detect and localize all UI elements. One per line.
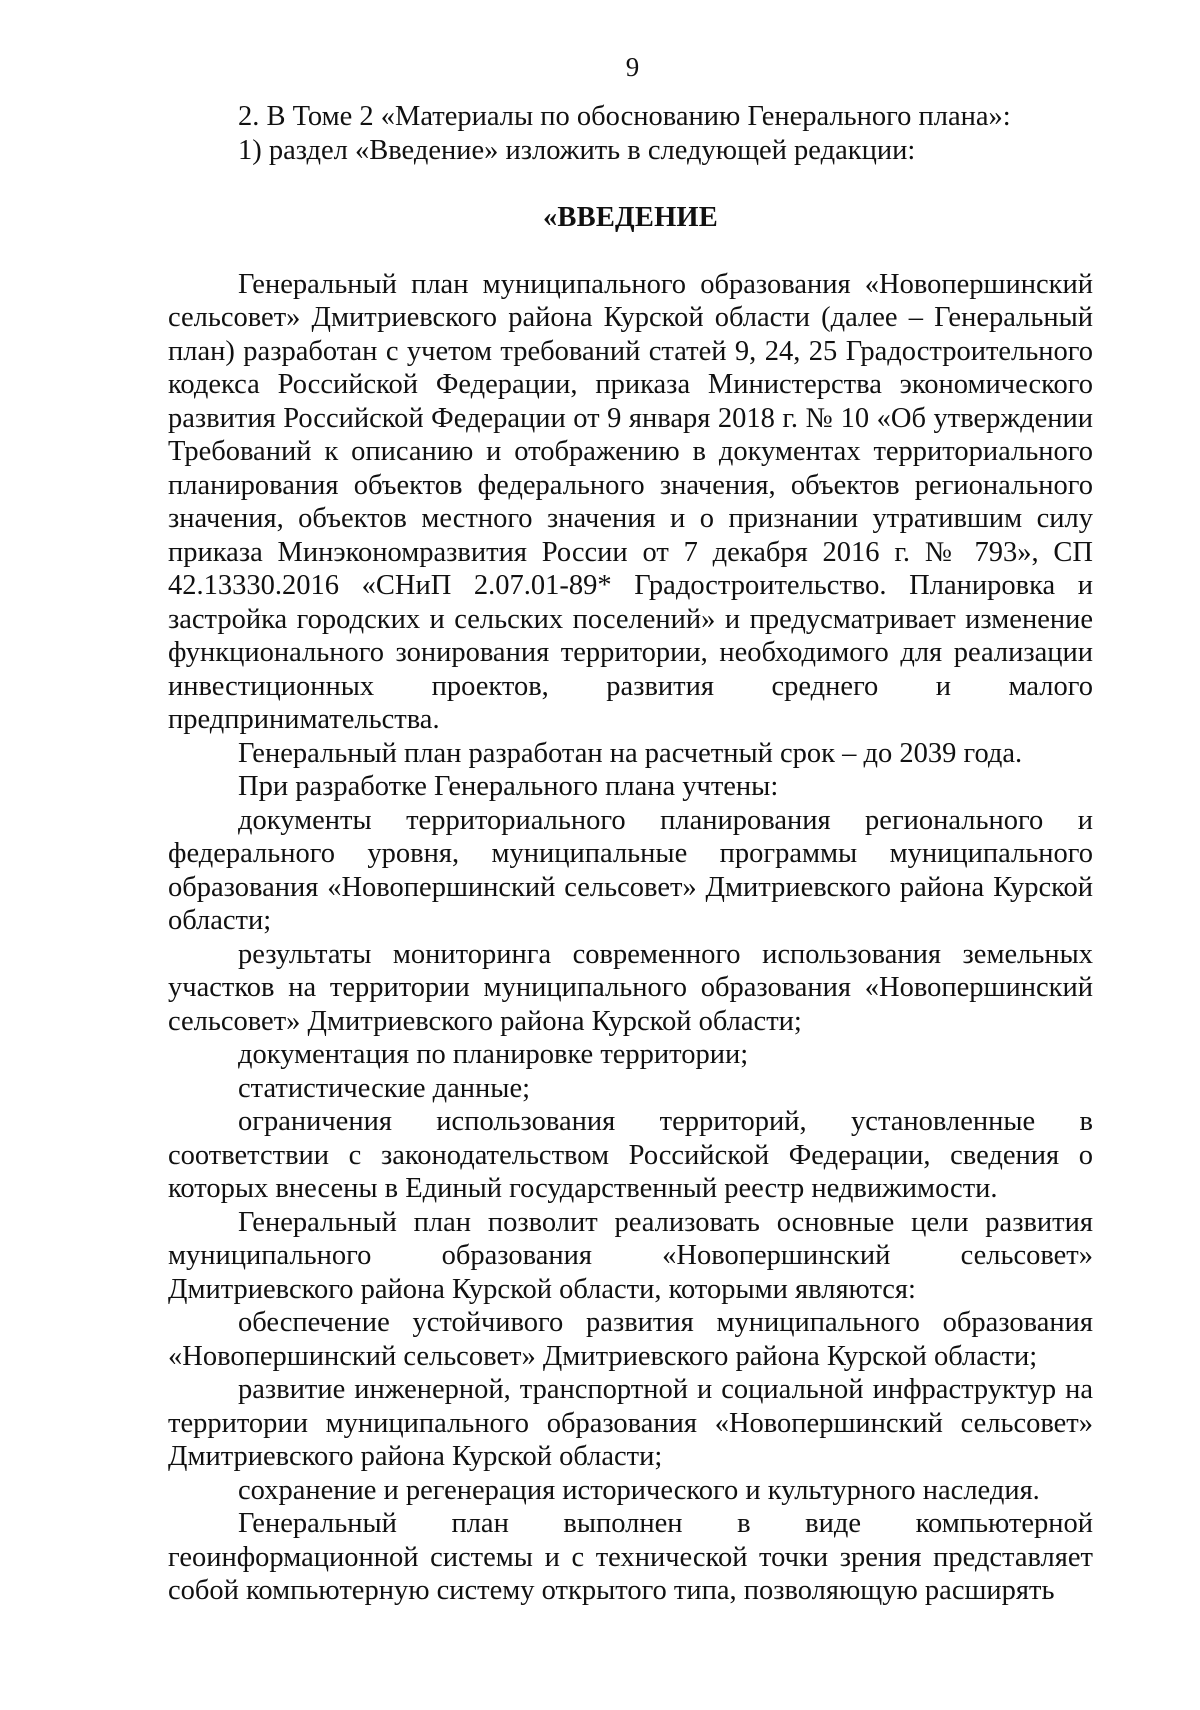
paragraph-9: Генеральный план позволит реализовать основные цели развития муниципального образования «Новопершинский сельсовет» Дмитриевского района Курской области, которыми являются: <box>168 1206 1093 1305</box>
paragraph-12: сохранение и регенерация исторического и культурного наследия. <box>238 1474 1040 1506</box>
paragraph-11: развитие инженерной, транспортной и социальной инфраструктур на территории муниципального образования «Новопершинский сельсовет» Дмитриевского района Курской области; <box>168 1374 1093 1472</box>
page-number: 9 <box>625 52 640 82</box>
paragraph-2: Генеральный план разработан на расчетный срок – до 2039 года. <box>238 737 1023 769</box>
document-body <box>168 100 1093 1608</box>
paragraph-7: статистические данные; <box>238 1072 531 1104</box>
paragraph-1: Генеральный план муниципального образования «Новопершинский сельсовет» Дмитриевского района Курской области (далее – Генеральный план) разработан с учетом требований статей 9, 24, 25 Градостроительного кодекса Российской Федерации, приказа Министерства экономического развития Российской Федерации от 9 января 2018 г. № 10 «Об утверждении Требований к описанию и отображению в документах территориального планирования объектов федерального значения, объектов регионального значения, объектов местного значения и о признании утратившим силу приказа Минэкономразвития России от 7 декабря 2016 г. № 793», СП 42.13330.2016 «СНиП 2.07.01-89* Градостроительство. Планировка и застройка городских и сельских поселений» и предусматривает изменение функционального зонирования территории, необходимого для реализации инвестиционных проектов, развития среднего и малого предпринимательства. <box>168 268 1093 735</box>
paragraph-6: документация по планировке территории; <box>238 1039 749 1070</box>
paragraph-4: документы территориального планирования регионального и федерального уровня, муниципальные программы муниципального образования «Новопершинский сельсовет» Дмитриевского района Курской области; <box>168 804 1093 936</box>
paragraph-10: обеспечение устойчивого развития муниципального образования «Новопершинский сельсовет» Дмитриевского района Курской области; <box>168 1307 1093 1372</box>
paragraph-13: Генеральный план выполнен в виде компьютерной геоинформационной системы и с технической точки зрения представляет собой компьютерную систему открытого типа, позволяющую расширять <box>168 1508 1093 1606</box>
section-title: «ВВЕДЕНИЕ <box>542 202 719 233</box>
paragraph-3: При разработке Генерального плана учтены: <box>238 771 779 802</box>
intro-line-2: 1) раздел «Введение» изложить в следующей редакции: <box>238 134 916 166</box>
paragraph-5: результаты мониторинга современного использования земельных участков на территории муниципального образования «Новопершинский сельсовет» Дмитриевского района Курской области; <box>168 938 1093 1037</box>
paragraph-8: ограничения использования территорий, установленные в соответствии с законодательством Российской Федерации, сведения о которых внесены в Единый государственный реестр недвижимости. <box>168 1106 1093 1204</box>
intro-line-1: 2. В Томе 2 «Материалы по обоснованию Генерального плана»: <box>238 101 1011 132</box>
